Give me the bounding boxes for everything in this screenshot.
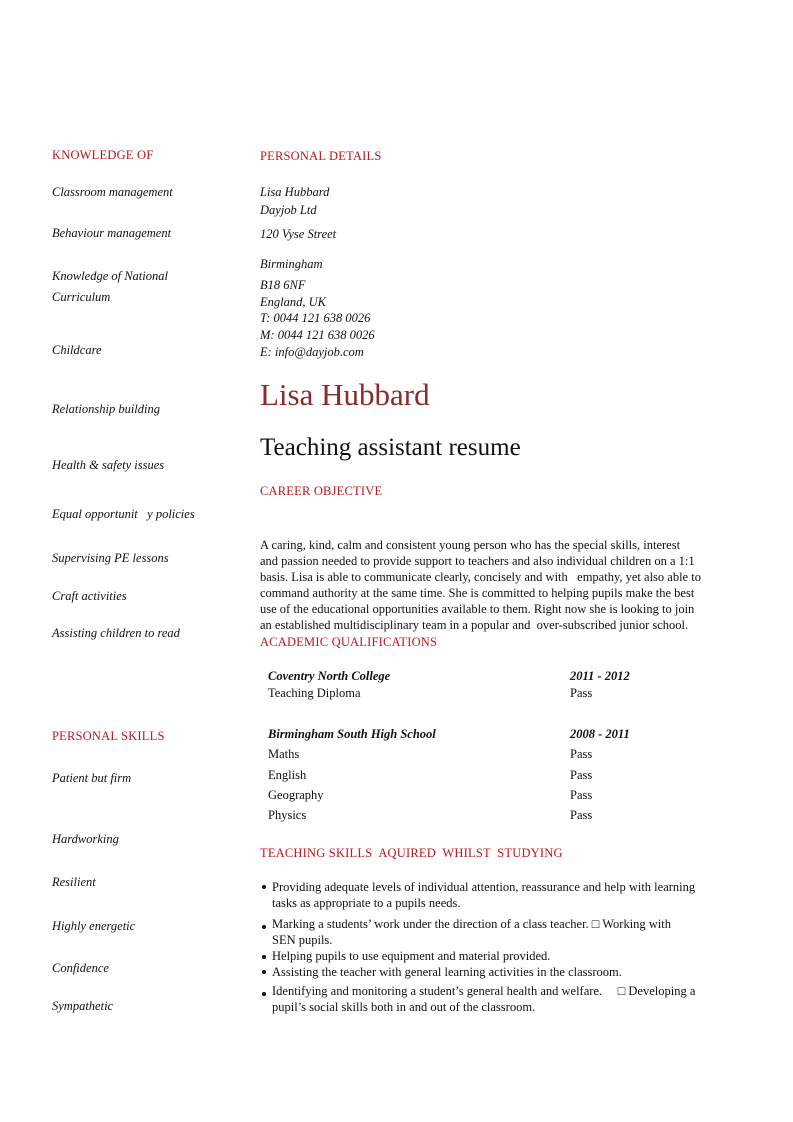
- career-objective-text: [260, 521, 701, 649]
- school-years: 2011 - 2012: [570, 669, 630, 683]
- career-line: basis. Lisa is able to communicate clearly, concisely and with empathy, yet also able to: [260, 570, 701, 584]
- personal-phone: T: 0044 121 638 0026: [260, 311, 371, 325]
- course-name: Teaching Diploma: [268, 686, 361, 700]
- subject-result: Pass: [570, 768, 593, 782]
- skill-item: Confidence: [52, 961, 109, 975]
- bullet-icon: [262, 992, 266, 996]
- knowledge-item: Curriculum: [52, 290, 111, 304]
- bullet-line: SEN pupils.: [272, 933, 333, 947]
- candidate-name: Lisa Hubbard: [260, 377, 430, 412]
- bullet-icon: [262, 970, 266, 974]
- school-name: Coventry North College: [268, 669, 391, 683]
- subject-name: Maths: [268, 747, 300, 761]
- knowledge-item: Equal opportunit y policies: [52, 507, 195, 521]
- bullet-line: Providing adequate levels of individual attention, reassurance and help with learning: [272, 880, 696, 894]
- subject-result: Pass: [570, 747, 593, 761]
- bullet-icon: [262, 925, 266, 929]
- bullet-icon: [262, 955, 266, 959]
- knowledge-item: Relationship building: [52, 402, 160, 416]
- bullet-line: Helping pupils to use equipment and material provided.: [272, 949, 551, 963]
- personal-postcode: B18 6NF: [260, 278, 306, 292]
- bullet-item: [272, 983, 695, 1015]
- career-line: use of the educational opportunities available to them. Right now she is looking to join: [260, 602, 695, 616]
- subject-result: Pass: [570, 808, 593, 822]
- skill-item: Resilient: [52, 875, 96, 889]
- career-line: an established multidisciplinary team in a popular and over-subscribed junior school.: [260, 618, 689, 632]
- personal-street: 120 Vyse Street: [260, 227, 337, 241]
- bullet-item: [272, 948, 550, 964]
- subject-result: Pass: [570, 788, 593, 802]
- skill-item: Patient but firm: [52, 771, 132, 785]
- bullet-icon: [262, 885, 266, 889]
- bullet-line: pupil’s social skills both in and out of the classroom.: [272, 1000, 536, 1014]
- personal-details-heading: PERSONAL DETAILS: [260, 149, 382, 163]
- knowledge-item: Craft activities: [52, 589, 127, 603]
- skill-item: Highly energetic: [52, 919, 136, 933]
- bullet-item: [272, 916, 671, 948]
- knowledge-item: Behaviour management: [52, 226, 172, 240]
- bullet-line: Assisting the teacher with general learning activities in the classroom.: [272, 965, 622, 979]
- career-objective-heading: CAREER OBJECTIVE: [260, 484, 383, 498]
- bullet-item: [272, 964, 622, 980]
- subject-name: Geography: [268, 788, 324, 802]
- school-years: 2008 - 2011: [570, 727, 630, 741]
- teaching-skills-heading: TEACHING SKILLS AQUIRED WHILST STUDYING: [260, 846, 563, 860]
- career-line: command authority at the same time. She is committed to helping pupils make the best: [260, 586, 695, 600]
- bullet-line: Marking a students’ work under the direction of a class teacher. □ Working with: [272, 917, 672, 931]
- academic-heading: ACADEMIC QUALIFICATIONS: [260, 635, 438, 649]
- knowledge-item: Supervising PE lessons: [52, 551, 169, 565]
- bullet-line: tasks as appropriate to a pupils needs.: [272, 896, 461, 910]
- career-line: A caring, kind, calm and consistent young person who has the special skills, interest: [260, 538, 681, 552]
- personal-email: E: info@dayjob.com: [260, 345, 364, 359]
- bullet-item: [272, 879, 695, 911]
- personal-name: Lisa Hubbard: [260, 185, 330, 199]
- skill-item: Sympathetic: [52, 999, 114, 1013]
- personal-city: Birmingham: [260, 257, 323, 271]
- knowledge-heading: KNOWLEDGE OF: [52, 148, 154, 162]
- career-line: and passion needed to provide support to teachers and also individual children on a 1:1: [260, 554, 695, 568]
- personal-country: England, UK: [260, 295, 326, 309]
- subject-name: English: [268, 768, 307, 782]
- knowledge-item: Knowledge of National: [52, 269, 168, 283]
- subject-name: Physics: [268, 808, 307, 822]
- skills-heading: PERSONAL SKILLS: [52, 729, 165, 743]
- school-name: Birmingham South High School: [268, 727, 436, 741]
- course-result: Pass: [570, 686, 593, 700]
- resume-title: Teaching assistant resume: [260, 434, 521, 461]
- knowledge-item: Assisting children to read: [52, 626, 180, 640]
- bullet-line: Identifying and monitoring a student’s general health and welfare. □ Developing a: [272, 984, 696, 998]
- personal-company: Dayjob Ltd: [260, 203, 317, 217]
- knowledge-item: Classroom management: [52, 185, 173, 199]
- knowledge-item: Childcare: [52, 343, 102, 357]
- knowledge-item: Health & safety issues: [52, 458, 165, 472]
- skill-item: Hardworking: [52, 832, 119, 846]
- personal-mobile: M: 0044 121 638 0026: [260, 328, 375, 342]
